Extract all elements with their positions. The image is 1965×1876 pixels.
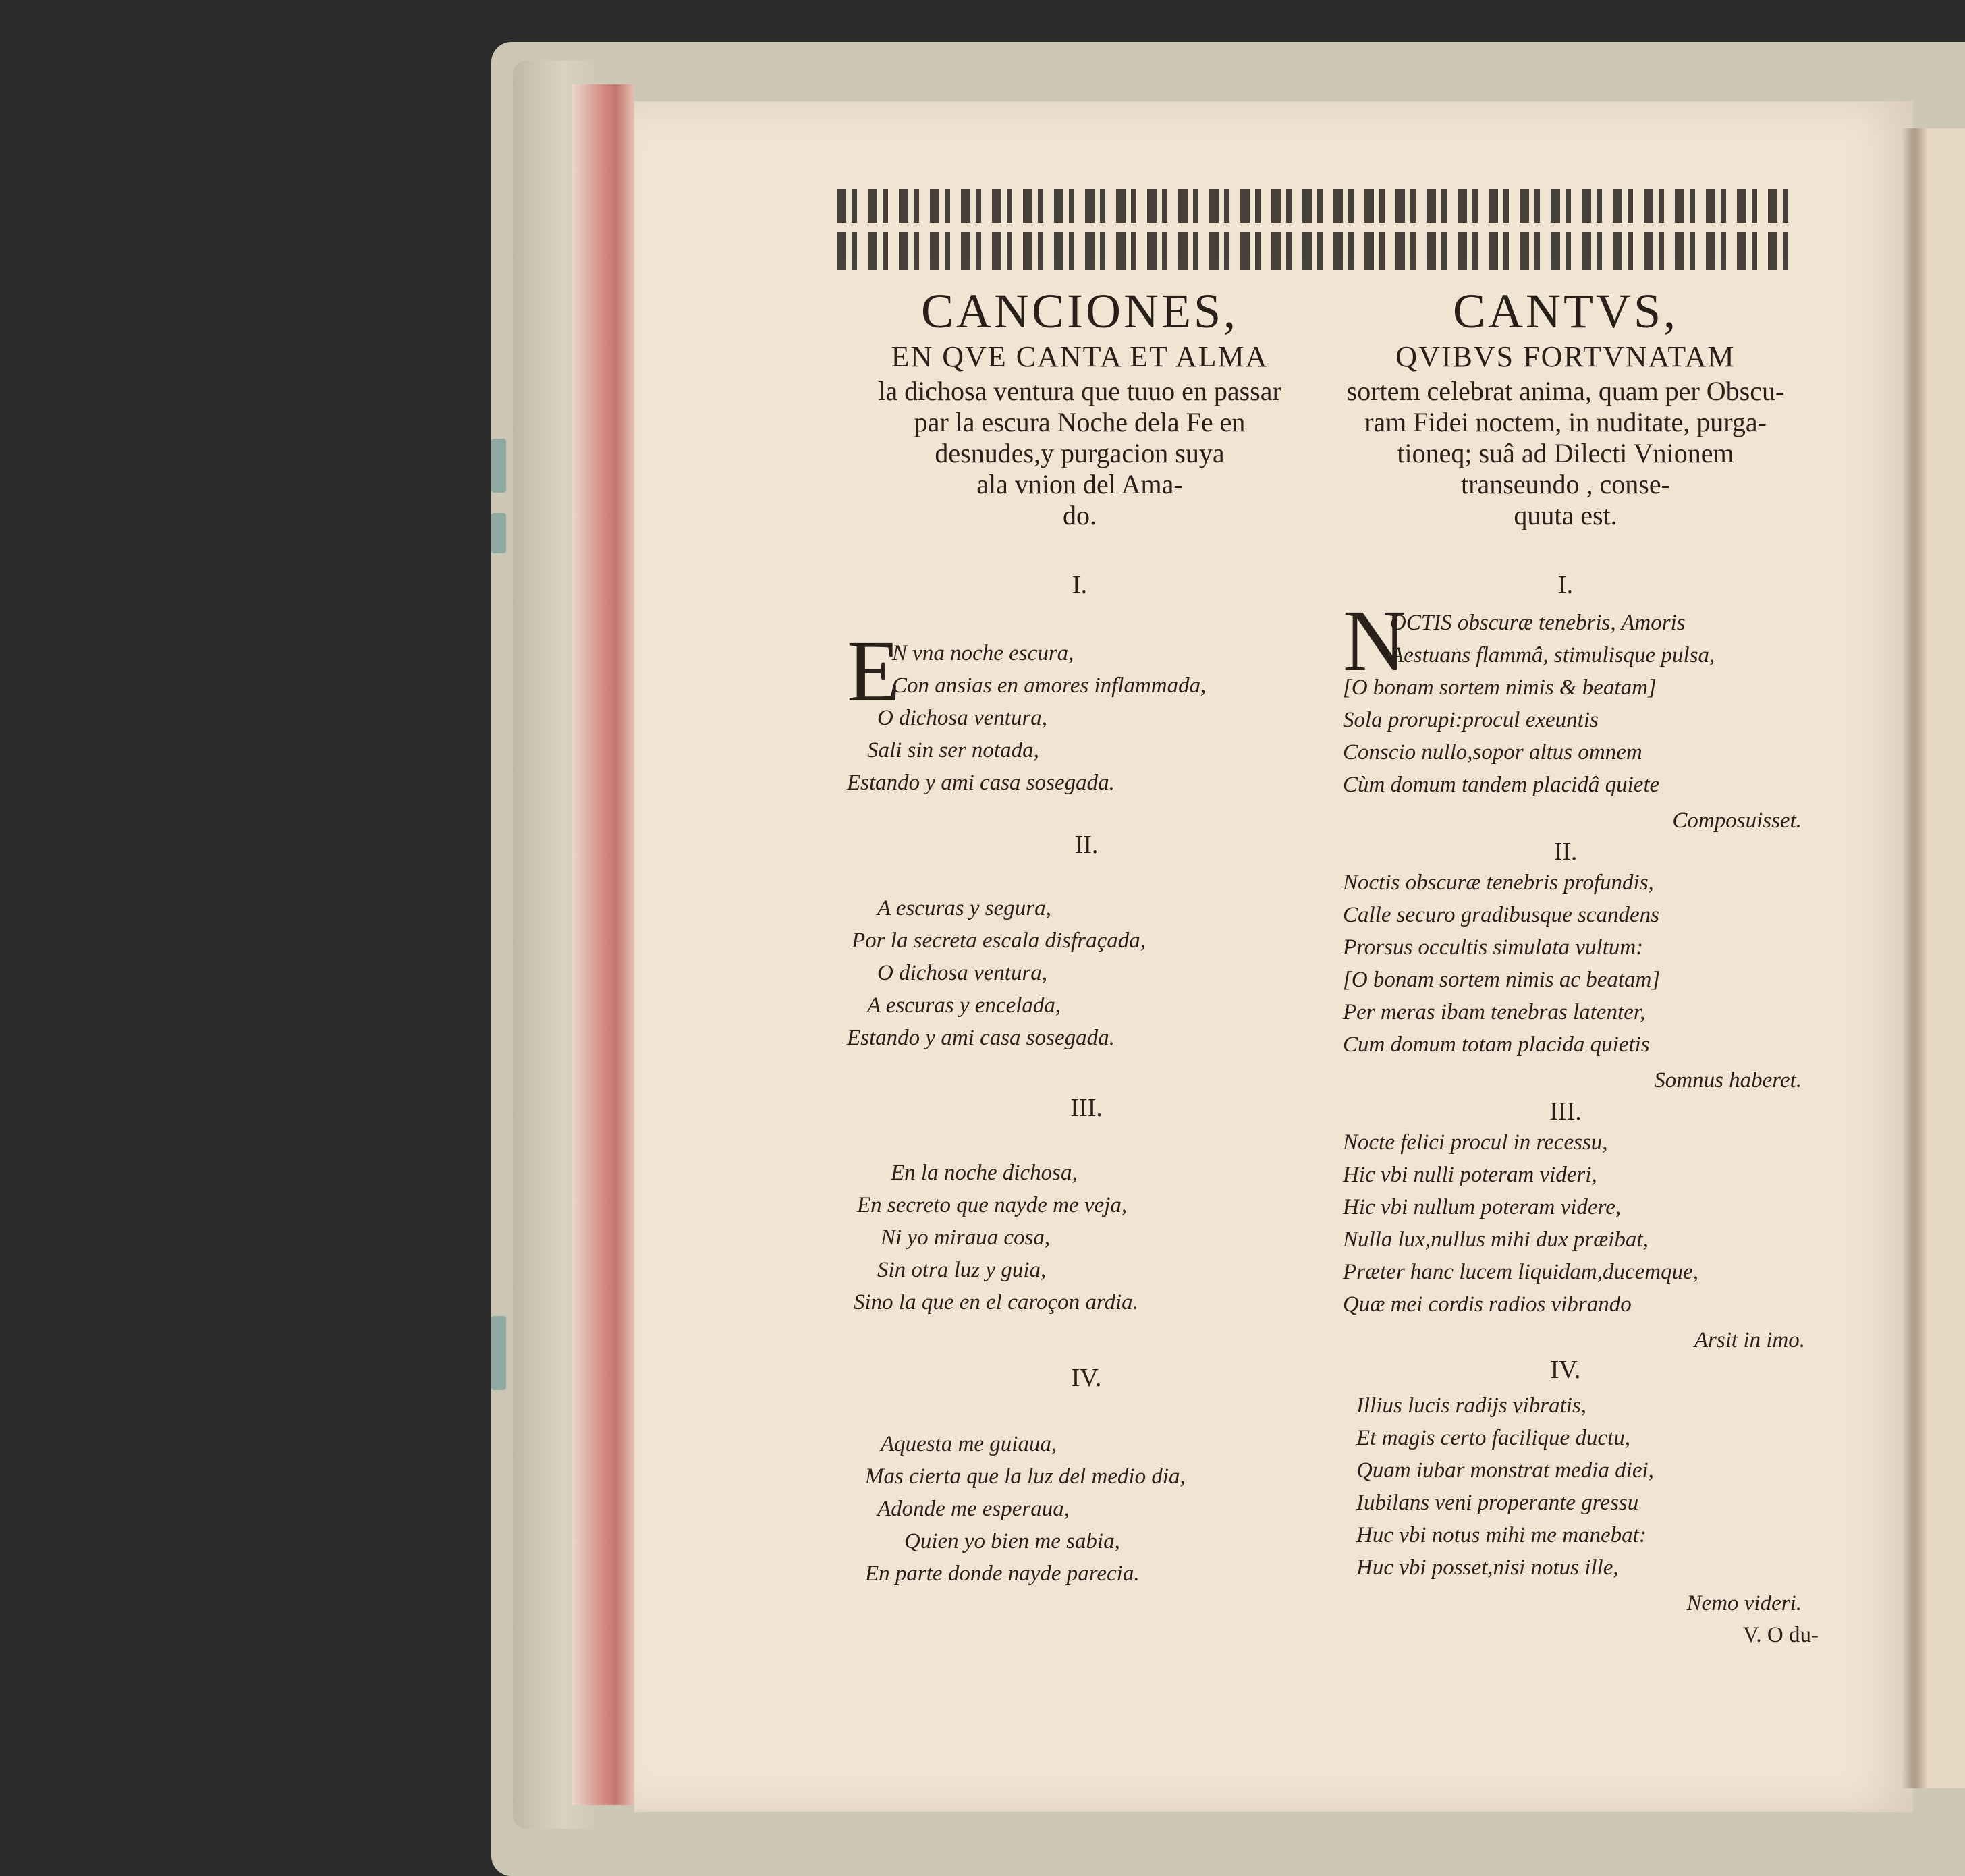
verse-line: Quien yo bien me sabia,	[904, 1529, 1120, 1553]
verse-line: Huc vbi posset,nisi notus ille,	[1356, 1555, 1619, 1580]
verse-line: Sin otra luz y guia,	[877, 1258, 1047, 1282]
verse-end: Somnus haberet.	[1654, 1068, 1802, 1093]
verse-line: Quæ mei cordis radios vibrando	[1343, 1292, 1632, 1317]
stanza-number: II.	[1553, 837, 1578, 866]
verse-line: Mas cierta que la luz del medio dia,	[865, 1464, 1186, 1489]
cloth-tie	[491, 439, 506, 493]
verse-line: Præter hanc lucem liquidam,ducemque,	[1343, 1260, 1698, 1284]
verse-line: Ni yo miraua cosa,	[881, 1225, 1051, 1250]
verse-line: Hic vbi nulli poteram videri,	[1343, 1163, 1597, 1187]
verse-line: Por la secreta escala disfraçada,	[852, 929, 1146, 953]
stanza-number: III.	[1549, 1097, 1582, 1126]
verse-end: Nemo videri.	[1686, 1591, 1802, 1616]
left-title: CANCIONES,	[920, 284, 1239, 338]
intro-line: do.	[1063, 500, 1097, 530]
verse-line: Hic vbi nullum poteram videre,	[1343, 1195, 1622, 1219]
verse-line: En la noche dichosa,	[891, 1161, 1078, 1185]
drop-cap: E	[847, 623, 901, 720]
gutter-shadow	[1902, 128, 1929, 1788]
verse-line: Noctis obscuræ tenebris profundis,	[1343, 871, 1654, 895]
stanza-number: IV.	[1550, 1356, 1581, 1384]
intro-line: la dichosa ventura que tuuo en passar	[878, 376, 1281, 406]
verse-line: Quam iubar monstrat media diei,	[1356, 1458, 1654, 1483]
verse-line: En parte donde nayde parecia.	[865, 1562, 1140, 1586]
intro-line: ram Fidei noctem, in nuditate, purga-	[1364, 407, 1767, 437]
right-intro	[1323, 376, 1808, 531]
left-subtitle: EN QVE CANTA ET ALMA	[891, 340, 1269, 373]
cloth-tie	[491, 513, 506, 553]
intro-line: transeundo , conse-	[1461, 469, 1670, 499]
intro-line: desnudes,y purgacion suya	[935, 438, 1225, 468]
stanza-number: I.	[1557, 571, 1574, 599]
verse-line: Sino la que en el caroçon ardia.	[854, 1290, 1138, 1315]
right-subtitle: QVIBVS FORTVNATAM	[1395, 340, 1736, 373]
verse-line: Cum domum totam placida quietis	[1343, 1032, 1650, 1057]
verse-line: Adonde me esperaua,	[877, 1497, 1070, 1521]
intro-line: ala vnion del Ama-	[976, 469, 1183, 499]
intro-line: quuta est.	[1514, 500, 1617, 530]
verse-line: O dichosa ventura,	[877, 961, 1048, 985]
verse-line: OCTIS obscuræ tenebris, Amoris	[1390, 611, 1686, 635]
verse-end: Arsit in imo.	[1694, 1328, 1805, 1352]
verse-line: Estando y ami casa sosegada.	[847, 771, 1115, 795]
header-ornament	[837, 189, 1798, 270]
right-title: CANTVS,	[1452, 284, 1679, 338]
verse-line: Aestuans flammâ, stimulisque pulsa,	[1390, 643, 1715, 667]
intro-line: par la escura Noche dela Fe en	[914, 407, 1246, 437]
cloth-tie	[491, 1316, 506, 1390]
catchword: V. O du-	[1742, 1623, 1819, 1647]
stanza-number: III.	[1070, 1094, 1103, 1122]
verse-line: Huc vbi notus mihi me manebat:	[1356, 1523, 1646, 1547]
verse-end: Composuisset.	[1672, 808, 1802, 833]
page-edges	[572, 84, 634, 1805]
verse-line: [O bonam sortem nimis ac beatam]	[1343, 968, 1661, 992]
verse-line: Sola prorupi:procul exeuntis	[1343, 708, 1599, 732]
verse-line: O dichosa ventura,	[877, 706, 1048, 730]
verse-line: Nocte felici procul in recessu,	[1343, 1130, 1608, 1155]
drop-cap: N	[1343, 592, 1406, 690]
intro-line: sortem celebrat anima, quam per Obscu-	[1346, 376, 1785, 406]
stanza-number: II.	[1074, 831, 1099, 859]
verse-line: Prorsus occultis simulata vultum:	[1343, 935, 1644, 960]
verse-line: Estando y ami casa sosegada.	[847, 1026, 1115, 1050]
verse-line: Illius lucis radijs vibratis,	[1356, 1394, 1587, 1418]
verse-line: Nulla lux,nullus mihi dux præibat,	[1343, 1227, 1649, 1252]
verse-line: N vna noche escura,	[892, 641, 1074, 665]
verse-line: Conscio nullo,sopor altus omnem	[1343, 740, 1642, 765]
verse-line: Per meras ibam tenebras latenter,	[1343, 1000, 1646, 1024]
intro-line: tioneq; suâ ad Dilecti Vnionem	[1397, 438, 1734, 468]
verse-line: A escuras y encelada,	[867, 993, 1061, 1018]
verse-line: Aquesta me guiaua,	[881, 1432, 1057, 1456]
verse-line: [O bonam sortem nimis & beatam]	[1343, 675, 1657, 700]
verse-line: Cùm domum tandem placidâ quiete	[1343, 773, 1660, 797]
verse-line: Iubilans veni properante gressu	[1356, 1491, 1639, 1515]
stanza-number: I.	[1072, 571, 1088, 599]
verse-line: Sali sin ser notada,	[867, 738, 1039, 763]
stanza-number: IV.	[1071, 1364, 1102, 1392]
verse-line: Con ansias en amores inflammada,	[892, 673, 1207, 698]
verse-line: Calle securo gradibusque scandens	[1343, 903, 1659, 927]
verse-line: En secreto que nayde me veja,	[857, 1193, 1128, 1217]
left-intro	[837, 376, 1323, 531]
verse-line: Et magis certo facilique ductu,	[1356, 1426, 1631, 1450]
verse-line: A escuras y segura,	[877, 896, 1051, 920]
